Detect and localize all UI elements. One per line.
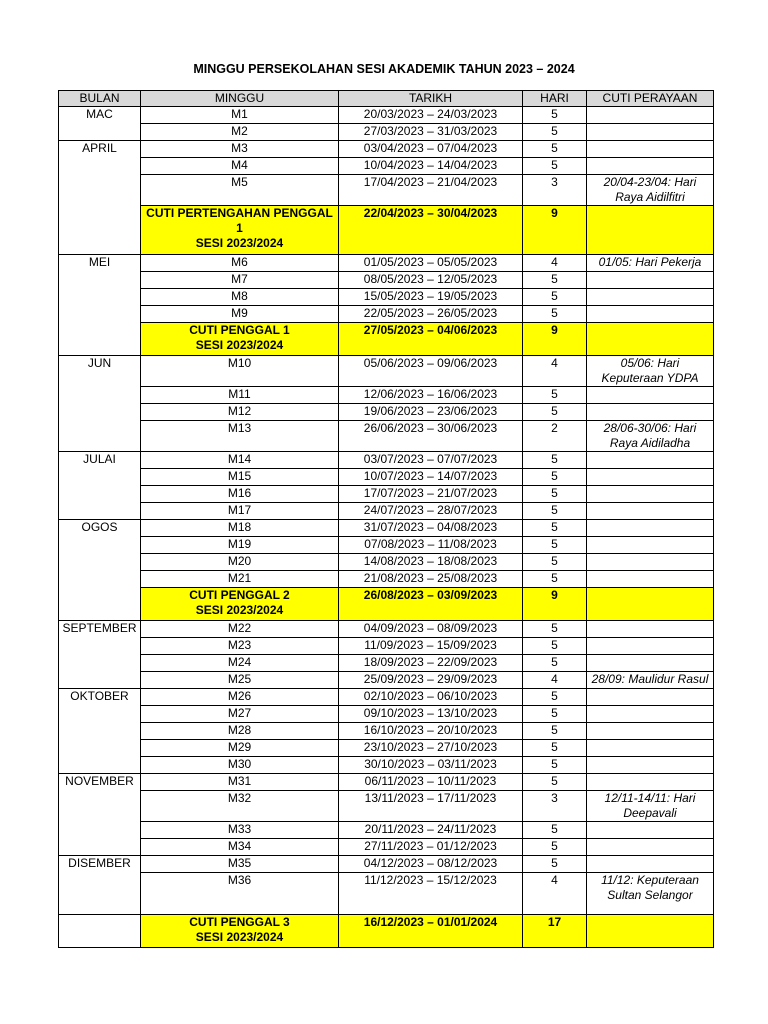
holiday-label-line: CUTI PERTENGAHAN PENGGAL [146, 206, 333, 220]
days-cell: 5 [523, 141, 587, 158]
days-cell: 4 [523, 873, 587, 915]
holiday-days: 9 [523, 323, 587, 356]
page-title: MINGGU PERSEKOLAHAN SESI AKADEMIK TAHUN 2023 – 2024 [193, 62, 575, 76]
date-cell: 15/05/2023 – 19/05/2023 [339, 289, 523, 306]
days-cell: 5 [523, 520, 587, 537]
holiday-row [59, 323, 714, 356]
date-cell: 02/10/2023 – 06/10/2023 [339, 689, 523, 706]
date-cell: 17/04/2023 – 21/04/2023 [339, 175, 523, 206]
days-cell: 5 [523, 757, 587, 774]
week-cell: M20 [141, 554, 339, 571]
holiday-label-line: SESI 2023/2024 [195, 603, 284, 617]
days-cell: 5 [523, 689, 587, 706]
week-cell: M31 [141, 774, 339, 791]
table-row [59, 689, 714, 706]
table-row [59, 469, 714, 486]
date-cell: 12/06/2023 – 16/06/2023 [339, 387, 523, 404]
table-row [59, 421, 714, 452]
holiday-label-line: CUTI PENGGAL 1 [189, 323, 290, 337]
header-tarikh: TARIKH [339, 91, 523, 107]
date-cell: 17/07/2023 – 21/07/2023 [339, 486, 523, 503]
holiday-note [587, 452, 714, 469]
holiday-note [587, 689, 714, 706]
week-cell: M9 [141, 306, 339, 323]
date-cell: 19/06/2023 – 23/06/2023 [339, 404, 523, 421]
date-cell: 30/10/2023 – 03/11/2023 [339, 757, 523, 774]
date-cell: 23/10/2023 – 27/10/2023 [339, 740, 523, 757]
date-cell: 03/07/2023 – 07/07/2023 [339, 452, 523, 469]
table-row [59, 856, 714, 873]
days-cell: 5 [523, 554, 587, 571]
date-cell: 11/12/2023 – 15/12/2023 [339, 873, 523, 915]
week-cell: M5 [141, 175, 339, 206]
table-header-row [59, 91, 714, 107]
days-cell: 5 [523, 740, 587, 757]
date-cell: 06/11/2023 – 10/11/2023 [339, 774, 523, 791]
holiday-note-empty [587, 323, 714, 356]
week-cell: M17 [141, 503, 339, 520]
holiday-label-line: 1 [236, 221, 243, 235]
table-row [59, 503, 714, 520]
holiday-note [587, 469, 714, 486]
table-row [59, 621, 714, 638]
table-row [59, 638, 714, 655]
week-cell: M12 [141, 404, 339, 421]
holiday-note [587, 306, 714, 323]
table-row [59, 452, 714, 469]
week-cell: M16 [141, 486, 339, 503]
table-row [59, 723, 714, 740]
week-cell: M23 [141, 638, 339, 655]
week-cell: M32 [141, 791, 339, 822]
table-row [59, 255, 714, 272]
date-cell: 04/09/2023 – 08/09/2023 [339, 621, 523, 638]
holiday-note: 01/05: Hari Pekerja [587, 255, 714, 272]
days-cell: 5 [523, 774, 587, 791]
date-cell: 26/06/2023 – 30/06/2023 [339, 421, 523, 452]
week-cell: M10 [141, 356, 339, 387]
days-cell: 5 [523, 822, 587, 839]
date-cell: 27/03/2023 – 31/03/2023 [339, 124, 523, 141]
days-cell: 5 [523, 486, 587, 503]
month-cell-empty [59, 915, 141, 948]
table-row [59, 141, 714, 158]
date-cell: 01/05/2023 – 05/05/2023 [339, 255, 523, 272]
holiday-note [587, 272, 714, 289]
date-cell: 03/04/2023 – 07/04/2023 [339, 141, 523, 158]
holiday-label [141, 323, 339, 356]
header-cuti-perayaan: CUTI PERAYAAN [587, 91, 714, 107]
date-cell: 25/09/2023 – 29/09/2023 [339, 672, 523, 689]
table-row [59, 387, 714, 404]
month-cell: APRIL [59, 141, 141, 255]
week-cell: M8 [141, 289, 339, 306]
holiday-label-line: SESI 2023/2024 [195, 338, 284, 352]
date-cell: 16/10/2023 – 20/10/2023 [339, 723, 523, 740]
days-cell: 5 [523, 856, 587, 873]
holiday-note: 12/11-14/11: Hari Deepavali [587, 791, 714, 822]
table-row [59, 175, 714, 206]
table-row [59, 571, 714, 588]
week-cell: M15 [141, 469, 339, 486]
days-cell: 5 [523, 452, 587, 469]
table-row [59, 158, 714, 175]
days-cell: 5 [523, 469, 587, 486]
days-cell: 5 [523, 124, 587, 141]
holiday-note-empty [587, 915, 714, 948]
holiday-note [587, 520, 714, 537]
week-cell: M29 [141, 740, 339, 757]
holiday-days: 9 [523, 588, 587, 621]
table-row [59, 404, 714, 421]
date-cell: 11/09/2023 – 15/09/2023 [339, 638, 523, 655]
date-cell: 10/07/2023 – 14/07/2023 [339, 469, 523, 486]
holiday-note [587, 289, 714, 306]
week-cell: M7 [141, 272, 339, 289]
holiday-note [587, 486, 714, 503]
date-cell: 22/05/2023 – 26/05/2023 [339, 306, 523, 323]
holiday-note [587, 571, 714, 588]
holiday-row [59, 206, 714, 255]
holiday-note [587, 839, 714, 856]
week-cell: M28 [141, 723, 339, 740]
holiday-label-line: CUTI PENGGAL 2 [189, 588, 290, 602]
date-cell: 04/12/2023 – 08/12/2023 [339, 856, 523, 873]
table-row [59, 791, 714, 822]
days-cell: 3 [523, 791, 587, 822]
holiday-note [587, 124, 714, 141]
week-cell: M11 [141, 387, 339, 404]
header-bulan: BULAN [59, 91, 141, 107]
holiday-label-line: CUTI PENGGAL 3 [189, 915, 290, 929]
table-row [59, 839, 714, 856]
days-cell: 5 [523, 272, 587, 289]
holiday-note [587, 655, 714, 672]
holiday-label [141, 915, 339, 948]
table-row [59, 873, 714, 915]
week-cell: M19 [141, 537, 339, 554]
table-row [59, 655, 714, 672]
days-cell: 5 [523, 107, 587, 124]
schedule-table [58, 90, 714, 948]
month-cell: JUN [59, 356, 141, 452]
holiday-note: 11/12: Keputeraan Sultan Selangor [587, 873, 714, 915]
holiday-label [141, 588, 339, 621]
days-cell: 4 [523, 672, 587, 689]
week-cell: M25 [141, 672, 339, 689]
week-cell: M2 [141, 124, 339, 141]
days-cell: 5 [523, 655, 587, 672]
days-cell: 4 [523, 255, 587, 272]
date-cell: 21/08/2023 – 25/08/2023 [339, 571, 523, 588]
holiday-note [587, 723, 714, 740]
table-row [59, 486, 714, 503]
table-row [59, 537, 714, 554]
holiday-note [587, 822, 714, 839]
table-row [59, 124, 714, 141]
table-row [59, 822, 714, 839]
table-row [59, 272, 714, 289]
holiday-note-empty [587, 206, 714, 255]
week-cell: M26 [141, 689, 339, 706]
week-cell: M24 [141, 655, 339, 672]
holiday-date: 27/05/2023 – 04/06/2023 [339, 323, 523, 356]
date-cell: 10/04/2023 – 14/04/2023 [339, 158, 523, 175]
week-cell: M34 [141, 839, 339, 856]
month-cell: OGOS [59, 520, 141, 621]
days-cell: 2 [523, 421, 587, 452]
week-cell: M33 [141, 822, 339, 839]
holiday-note [587, 503, 714, 520]
days-cell: 5 [523, 638, 587, 655]
holiday-date: 26/08/2023 – 03/09/2023 [339, 588, 523, 621]
date-cell: 13/11/2023 – 17/11/2023 [339, 791, 523, 822]
holiday-note [587, 706, 714, 723]
holiday-note: 28/06-30/06: Hari Raya Aidiladha [587, 421, 714, 452]
week-cell: M3 [141, 141, 339, 158]
days-cell: 5 [523, 621, 587, 638]
holiday-note-empty [587, 588, 714, 621]
holiday-note [587, 141, 714, 158]
days-cell: 5 [523, 289, 587, 306]
week-cell: M27 [141, 706, 339, 723]
holiday-days: 9 [523, 206, 587, 255]
table-row [59, 757, 714, 774]
date-cell: 07/08/2023 – 11/08/2023 [339, 537, 523, 554]
days-cell: 5 [523, 706, 587, 723]
holiday-note [587, 638, 714, 655]
table-row [59, 554, 714, 571]
month-cell: OKTOBER [59, 689, 141, 774]
holiday-days: 17 [523, 915, 587, 948]
week-cell: M35 [141, 856, 339, 873]
date-cell: 05/06/2023 – 09/06/2023 [339, 356, 523, 387]
days-cell: 5 [523, 404, 587, 421]
holiday-label [141, 206, 339, 255]
week-cell: M1 [141, 107, 339, 124]
holiday-note [587, 107, 714, 124]
days-cell: 5 [523, 723, 587, 740]
date-cell: 20/03/2023 – 24/03/2023 [339, 107, 523, 124]
week-cell: M13 [141, 421, 339, 452]
holiday-label-line: SESI 2023/2024 [195, 236, 284, 250]
table-row [59, 740, 714, 757]
table-row [59, 672, 714, 689]
month-cell: DISEMBER [59, 856, 141, 915]
table-row [59, 520, 714, 537]
holiday-note [587, 856, 714, 873]
month-cell: JULAI [59, 452, 141, 520]
month-cell: MEI [59, 255, 141, 356]
holiday-note: 05/06: Hari Keputeraan YDPA [587, 356, 714, 387]
days-cell: 5 [523, 387, 587, 404]
week-cell: M18 [141, 520, 339, 537]
month-cell: MAC [59, 107, 141, 141]
holiday-note: 20/04-23/04: Hari Raya Aidilfitri [587, 175, 714, 206]
week-cell: M4 [141, 158, 339, 175]
table-row [59, 774, 714, 791]
days-cell: 5 [523, 839, 587, 856]
week-cell: M14 [141, 452, 339, 469]
days-cell: 3 [523, 175, 587, 206]
date-cell: 09/10/2023 – 13/10/2023 [339, 706, 523, 723]
holiday-note [587, 757, 714, 774]
holiday-note [587, 387, 714, 404]
holiday-note [587, 774, 714, 791]
date-cell: 20/11/2023 – 24/11/2023 [339, 822, 523, 839]
days-cell: 5 [523, 571, 587, 588]
header-hari: HARI [523, 91, 587, 107]
holiday-note [587, 621, 714, 638]
holiday-date: 22/04/2023 – 30/04/2023 [339, 206, 523, 255]
holiday-note [587, 537, 714, 554]
holiday-label-line: SESI 2023/2024 [195, 930, 284, 944]
holiday-note [587, 404, 714, 421]
week-cell: M30 [141, 757, 339, 774]
holiday-note [587, 740, 714, 757]
table-row [59, 306, 714, 323]
week-cell: M6 [141, 255, 339, 272]
table-row [59, 107, 714, 124]
days-cell: 5 [523, 158, 587, 175]
holiday-row [59, 915, 714, 948]
days-cell: 5 [523, 503, 587, 520]
month-cell: SEPTEMBER [59, 621, 141, 689]
holiday-note [587, 158, 714, 175]
month-cell: NOVEMBER [59, 774, 141, 856]
days-cell: 4 [523, 356, 587, 387]
week-cell: M36 [141, 873, 339, 915]
table-row [59, 356, 714, 387]
table-row [59, 289, 714, 306]
date-cell: 18/09/2023 – 22/09/2023 [339, 655, 523, 672]
week-cell: M22 [141, 621, 339, 638]
holiday-row [59, 588, 714, 621]
date-cell: 24/07/2023 – 28/07/2023 [339, 503, 523, 520]
holiday-note: 28/09: Maulidur Rasul [587, 672, 714, 689]
week-cell: M21 [141, 571, 339, 588]
table-row [59, 706, 714, 723]
date-cell: 08/05/2023 – 12/05/2023 [339, 272, 523, 289]
days-cell: 5 [523, 306, 587, 323]
days-cell: 5 [523, 537, 587, 554]
holiday-date: 16/12/2023 – 01/01/2024 [339, 915, 523, 948]
date-cell: 31/07/2023 – 04/08/2023 [339, 520, 523, 537]
date-cell: 14/08/2023 – 18/08/2023 [339, 554, 523, 571]
holiday-note [587, 554, 714, 571]
header-minggu: MINGGU [141, 91, 339, 107]
date-cell: 27/11/2023 – 01/12/2023 [339, 839, 523, 856]
